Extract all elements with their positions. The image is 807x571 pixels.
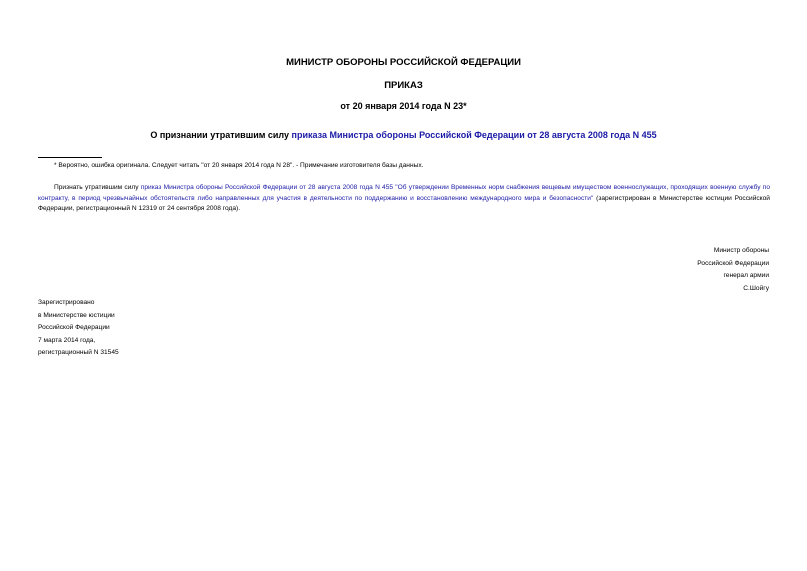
body-order-link[interactable]: приказ Министра обороны Российской Федерации от 28 августа 2008 года N 455 "Об утверждении Временных норм снабжения вещевым имуществом военнослужащих, проходящих военную службу по контракту, в период чрезвычайных обстоятельств либо направленных для участия в деятельности по поддержанию и восстановлению международного мира и безопасности" — [38, 184, 770, 202]
registration-line: Зарегистрировано — [38, 299, 95, 306]
signature-block — [697, 245, 769, 295]
title-order-link[interactable]: приказа Министра обороны Российской Федерации от 28 августа 2008 года N 455 — [291, 130, 657, 140]
footnote: * Вероятно, ошибка оригинала. Следует читать "от 20 января 2014 года N 28". - Примечание изготовителя базы данных. — [54, 162, 424, 169]
body-suffix: (зарегистрирован в Министерстве юстиции Российской Федерации, регистрационный N 12319 от 24 сентября 2008 года). — [38, 194, 770, 212]
doc-date: от 20 января 2014 года N 23* — [340, 101, 467, 111]
signature-name: С.Шойгу — [743, 284, 769, 292]
registration-block — [38, 297, 119, 360]
ministry-heading: МИНИСТР ОБОРОНЫ РОССИЙСКОЙ ФЕДЕРАЦИИ — [286, 57, 521, 68]
doc-type-heading: ПРИКАЗ — [384, 80, 423, 91]
registration-date: 7 марта 2014 года, — [38, 336, 96, 344]
signature-line: Российской Федерации — [697, 259, 769, 267]
doc-title-prefix: О признании утратившим силу — [150, 130, 292, 140]
signature-line: генерал армии — [723, 272, 769, 279]
registration-line: Российской Федерации — [38, 324, 110, 331]
registration-line: в Министерстве юстиции — [38, 311, 115, 319]
doc-title — [0, 130, 807, 140]
footnote-divider — [38, 157, 102, 158]
registration-number: регистрационный N 31545 — [38, 349, 119, 356]
body-paragraph — [38, 183, 770, 215]
signature-line: Министр обороны — [713, 247, 769, 254]
body-prefix: Признать утратившим силу — [54, 184, 139, 191]
